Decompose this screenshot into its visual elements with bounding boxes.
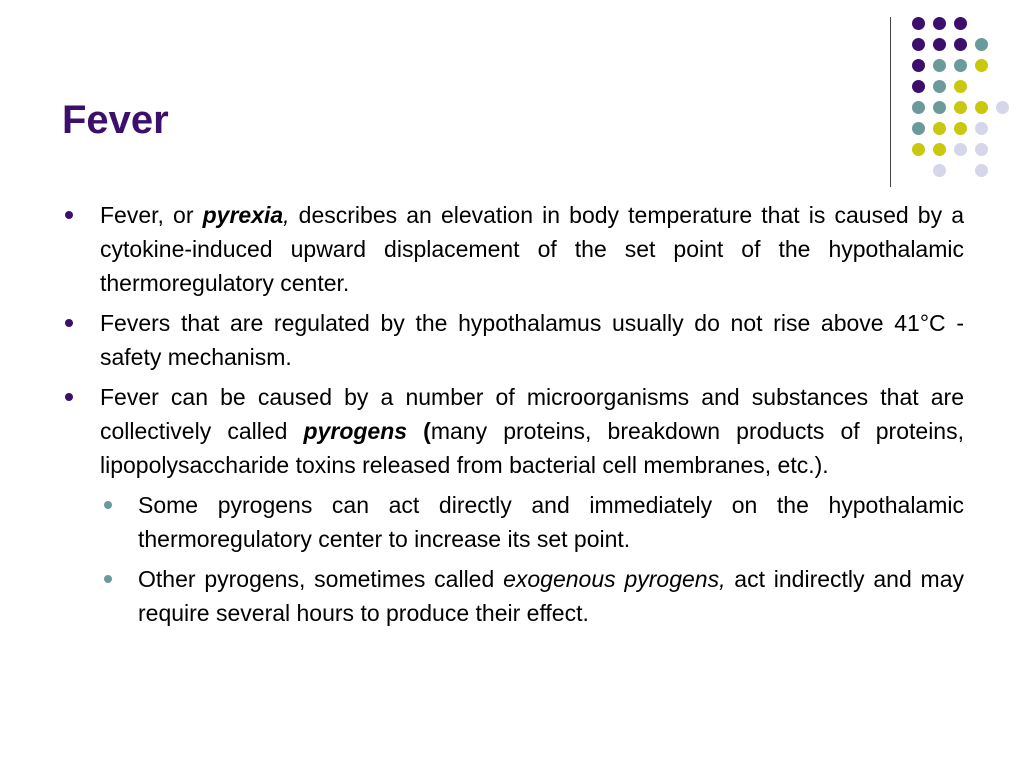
decorative-dot [912, 38, 925, 51]
decorative-dot [954, 122, 967, 135]
decorative-divider [890, 17, 891, 187]
slide-body [62, 198, 964, 636]
decorative-dot [933, 38, 946, 51]
text-run: exogenous pyrogens, [503, 566, 726, 592]
decorative-dot [954, 17, 967, 30]
slide-title: Fever [62, 98, 169, 142]
text-run: act indirectly and may require several hours to produce their effect. [138, 566, 964, 626]
text-run: many proteins, breakdown products of proteins, lipopolysaccharide toxins released from bacterial cell membranes, etc.). [100, 418, 964, 478]
decorative-dot [975, 143, 988, 156]
text-run: describes an elevation in body temperature that is caused by a cytokine-induced upward displacement of the set point of the hypothalamic thermoregulatory center. [100, 202, 964, 296]
bullet-dot-icon [65, 319, 73, 327]
decorative-dot [912, 143, 925, 156]
decorative-dot [933, 164, 946, 177]
decorative-dot [933, 143, 946, 156]
text-run: pyrogens [303, 418, 408, 444]
text-run: pyrexia [202, 202, 284, 228]
decorative-dot [954, 38, 967, 51]
sub-bullet-dot-icon [104, 575, 112, 583]
decorative-dot [912, 80, 925, 93]
decorative-dot [975, 59, 988, 72]
bullet-dot-icon [65, 393, 73, 401]
text-run: Some pyrogens can act directly and immediately on the hypothalamic thermoregulatory center to increase its set point. [138, 492, 964, 552]
bullet-item [62, 198, 964, 300]
bullet-item [62, 306, 964, 374]
bullet-dot-icon [65, 211, 73, 219]
decorative-dot [975, 38, 988, 51]
decorative-dot [975, 122, 988, 135]
bullet-item [62, 380, 964, 482]
decorative-dot [954, 143, 967, 156]
decorative-dot [975, 164, 988, 177]
decorative-dot [933, 59, 946, 72]
decorative-dot [912, 17, 925, 30]
sub-bullet-item [102, 488, 964, 556]
decorative-dot [975, 101, 988, 114]
text-run: , [283, 202, 290, 228]
decorative-dot [912, 122, 925, 135]
sub-bullet-item [102, 562, 964, 630]
decorative-dot [996, 101, 1009, 114]
decorative-dot [912, 101, 925, 114]
text-run: ( [407, 418, 431, 444]
decorative-dot [933, 122, 946, 135]
decorative-dot [954, 101, 967, 114]
decorative-dot [933, 17, 946, 30]
text-run: Fever, or [100, 202, 203, 228]
text-run: Fevers that are regulated by the hypothalamus usually do not rise above 41°C - safety mechanism. [100, 310, 964, 370]
decorative-dot [933, 101, 946, 114]
decorative-dot [912, 59, 925, 72]
text-run: Fever can be caused by a number of microorganisms and substances that are collectively called [100, 384, 964, 444]
text-run: Other pyrogens, sometimes called [138, 566, 504, 592]
decorative-dot [933, 80, 946, 93]
sub-bullet-dot-icon [104, 501, 112, 509]
decorative-dot [954, 59, 967, 72]
decorative-dot [954, 80, 967, 93]
